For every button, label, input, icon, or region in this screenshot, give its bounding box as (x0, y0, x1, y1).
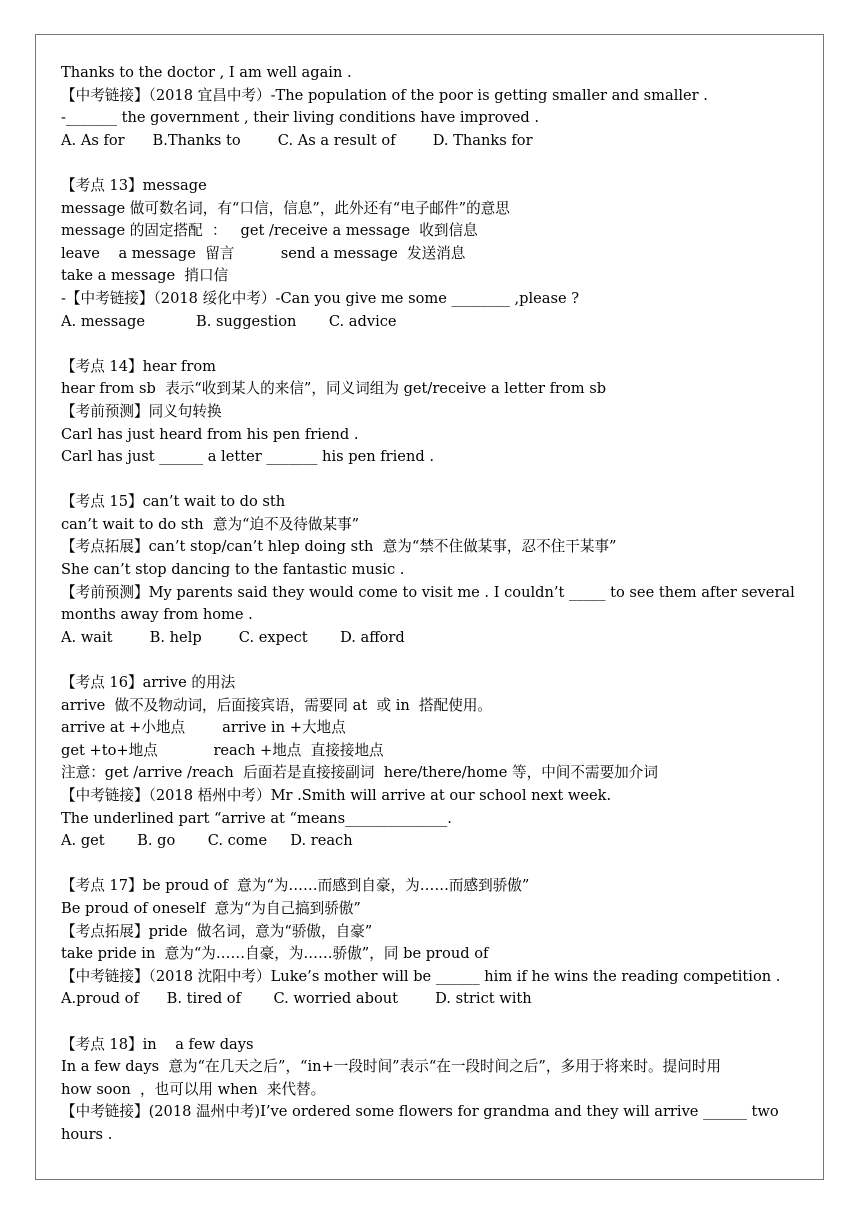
text-line: months away from home . (61, 606, 253, 624)
text-line: can’t wait to do sth 意为“迫不及待做某事” (61, 515, 360, 533)
text-line: -【中考链接】（2018 绥化中考）-Can you give me some ________ ,please ? (61, 289, 580, 307)
text-line: message 做可数名词，有“口信，信息”，此外还有“电子邮件”的意思 (61, 199, 510, 217)
text-line: 注意：get /arrive /reach 后面若是直接接副词 here/there/home 等，中间不需要加介词 (61, 764, 658, 782)
section-heading: 【考点 13】message (61, 176, 207, 194)
text-line: Thanks to the doctor , I am well again . (61, 64, 352, 81)
text-line: 【考前预测】同义句转换 (61, 402, 222, 420)
text-line: how soon ，也可以用 when 来代替。 (61, 1080, 326, 1098)
text-line: Carl has just heard from his pen friend . (61, 425, 359, 443)
text-line: 【考点拓展】can’t stop/can’t hlep doing sth 意为“禁不住做某事，忍不住干某事” (61, 538, 617, 556)
text-line: 【中考链接】（2018 沈阳中考）Luke’s mother will be ______ him if he wins the reading competition . (61, 967, 781, 985)
text-line: Carl has just ______ a letter _______ his pen friend . (61, 448, 434, 466)
text-line: She can’t stop dancing to the fantastic music . (61, 561, 405, 579)
text-line: -_______ the government , their living conditions have improved . (61, 109, 539, 127)
text-line: 【中考链接】（2018 梧州中考）Mr .Smith will arrive at our school next week. (61, 787, 612, 804)
text-line: 【中考链接】(2018 温州中考)I’ve ordered some flowers for grandma and they will arrive ______ two (61, 1103, 779, 1121)
text-line: A.proud of B. tired of C. worried about D. strict with (61, 990, 532, 1008)
section-heading: 【考点 17】be proud of 意为“为……而感到自豪，为……而感到骄傲” (61, 877, 530, 895)
text-line: A. As for B.Thanks to C. As a result of D. Thanks for (61, 131, 533, 149)
text-line: A. get B. go C. come D. reach (61, 832, 353, 850)
text-line: message 的固定搭配 ： get /receive a message 收到信息 (61, 222, 478, 240)
text-line: get +to+地点 reach +地点 直接接地点 (61, 741, 384, 759)
text-line: 【考点拓展】pride 做名词，意为“骄傲，自豪” (61, 922, 373, 940)
text-line: hear from sb 表示“收到某人的来信”，同义词组为 get/receive a letter from sb (61, 380, 607, 398)
document-body (61, 62, 806, 1147)
section-heading: 【考点 14】hear from (61, 357, 216, 375)
text-line: In a few days 意为“在几天之后”，“in+一段时间”表示“在一段时间之后”，多用于将来时。提问时用 (61, 1058, 722, 1076)
text-line: arrive at +小地点 arrive in +大地点 (61, 719, 346, 737)
text-line: The underlined part “arrive at “means______________. (61, 809, 452, 827)
blank-line (61, 649, 806, 672)
text-line: take a message 捎口信 (61, 267, 229, 285)
blank-line (61, 853, 806, 876)
text-line: 【中考链接】（2018 宜昌中考）-The population of the poor is getting smaller and smaller . (61, 86, 708, 104)
text-line: arrive 做不及物动词，后面接宾语，需要同 at 或 in 搭配使用。 (61, 696, 493, 714)
section-heading: 【考点 16】arrive 的用法 (61, 674, 236, 692)
section-heading: 【考点 15】can’t wait to do sth (61, 493, 286, 511)
text-line: leave a message 留言 send a message 发送消息 (61, 244, 466, 262)
blank-line (61, 333, 806, 356)
blank-line (61, 152, 806, 175)
blank-line (61, 469, 806, 492)
text-line: 【考前预测】My parents said they would come to visit me . I couldn’t _____ to see them after several (61, 583, 795, 601)
text-line: A. wait B. help C. expect D. afford (61, 628, 405, 646)
text-line: hours . (61, 1125, 113, 1143)
section-heading: 【考点 18】in a few days (61, 1035, 254, 1053)
blank-line (61, 1011, 806, 1034)
text-line: take pride in 意为“为……自豪，为……骄傲”，同 be proud of (61, 945, 489, 963)
text-line: A. message B. suggestion C. advice (61, 312, 397, 330)
text-line: Be proud of oneself 意为“为自己搞到骄傲” (61, 899, 361, 917)
